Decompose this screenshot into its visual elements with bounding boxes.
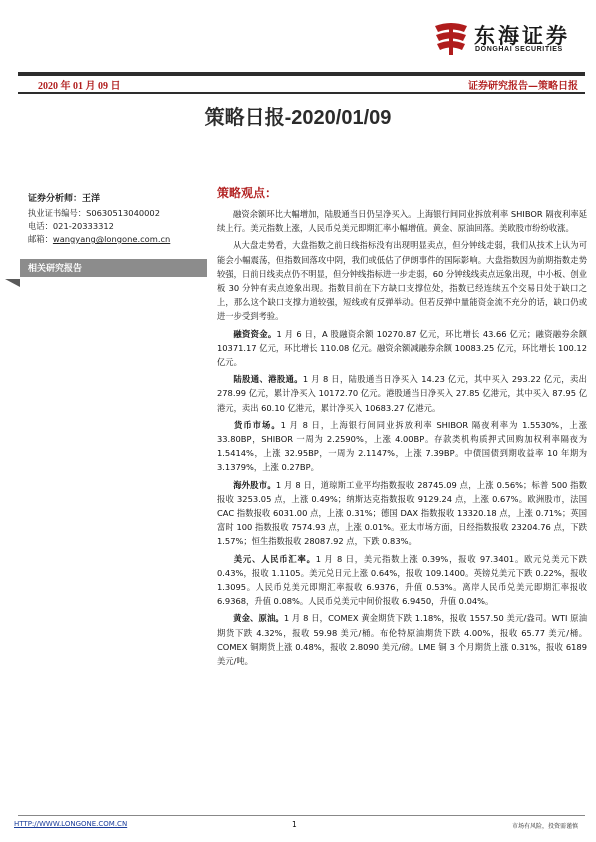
license-number: 执业证书编号：S0630513040002	[28, 208, 160, 218]
paragraph-gold-oil: 黄金、原油。1 月 8 日，COMEX 黄金期货下跌 1.18%，报收 1557.50 美元/盎司。WTI 原油期货下跌 4.32%，报收 59.98 美元/桶。布伦特原油期货下跌 4.00%，报收 65.77 美元/桶。COMEX 铜期货上涨 0.48%，报收 2.8090 美元/磅。LME 铜 3 个月期货上涨 0.31%，报收 6189 美元/吨。	[217, 613, 587, 667]
donghai-logo-icon	[432, 22, 470, 56]
paragraph-overseas-markets: 海外股市。1 月 8 日，道琼斯工业平均指数报收 28745.09 点，上涨 0.56%；标普 500 指数报收 3253.05 点，上涨 0.49%；纳斯达克指数报收 9129.24 点，上涨 0.67%。欧洲股市，法国 CAC 指数报收 6031.00 点，上涨 0.31%；德国 DAX 指数报收 13320.18 点，上涨 0.71%；英国富时 100 指数报收 7574.93 点，上涨 0.01%。亚太市场方面，日经指数报收 23204.76 点，下跌 1.57%；恒生指数报收 28087.92 点，下跌 0.83%。	[217, 479, 587, 547]
header-rule-bottom	[18, 92, 585, 94]
report-date: 2020 年 01 月 09 日	[38, 81, 121, 92]
paragraph-stock-connect: 陆股通、港股通。1 月 8 日，陆股通当日净买入 14.23 亿元，其中买入 293.22 亿元，卖出 278.99 亿元，累计净买入 10172.70 亿元。港股通当日净买入 27.85 亿港元，其中买入 87.95 亿港元，卖出 60.10 亿港元，累计净买入 10683.27 亿港元。	[217, 374, 587, 413]
related-reports-bar	[20, 259, 207, 277]
page-number: 1	[292, 820, 297, 829]
paragraph-margin-financing: 融资资金。1 月 6 日，A 股融资余额 10270.87 亿元，环比增长 43.66 亿元；融资融券余额 10371.17 亿元，环比增长 110.08 亿元。融资余额减融券余额 10083.25 亿元，环比增长 100.12 亿元。	[217, 328, 587, 368]
related-reports-tab-fold	[5, 279, 20, 287]
paragraph: 融资余额环比大幅增加，陆股通当日仍呈净买入。上海银行间同业拆放利率 SHIBOR 隔夜利率延续上行。美元指数上涨，人民币兑美元即期汇率小幅增值。黄金、原油回落。美欧股市纷纷收涨。	[217, 209, 587, 234]
brand-name-en: DONGHAI SECURITIES	[475, 46, 563, 53]
brand-name-cn: 东海证券	[474, 24, 570, 48]
email-link[interactable]: wangyang@longone.com.cn	[52, 234, 171, 244]
paragraph-fx-rates: 美元、人民币汇率。1 月 8 日，美元指数上涨 0.39%，报收 97.3401。欧元兑美元下跌 0.43%，报收 1.1105。美元兑日元上涨 0.64%，报收 109.1400。英镑兑美元下跌 0.22%，报收 1.3095。人民币兑美元即期汇率报收 6.9376，升值 0.53%。离岸人民币兑美元即期汇率报收 6.9368，升值 0.08%。人民币兑美元中间价报收 6.9450，升值 0.04%。	[217, 553, 587, 607]
phone-number: 电话：021-20333312	[28, 221, 114, 231]
strategy-content	[217, 184, 587, 671]
page-title: 策略日报-2020/01/09	[204, 107, 392, 129]
report-category: 证券研究报告—策略日报	[468, 81, 578, 92]
analyst-name: 证券分析师：王洋	[28, 194, 101, 204]
company-logo	[432, 20, 582, 60]
risk-disclaimer: 市场有风险，投资需谨慎	[511, 823, 578, 830]
header-rule-top	[18, 72, 585, 76]
email-label: 邮箱：	[28, 234, 53, 244]
footer-website-link[interactable]: HTTP://WWW.LONGONE.COM.CN	[14, 820, 128, 828]
footer-rule	[18, 815, 585, 816]
analyst-info	[28, 193, 198, 246]
paragraph-money-market: 货币市场。1 月 8 日，上海银行间同业拆放利率 SHIBOR 隔夜利率为 1.5530%，上涨 33.80BP，SHIBOR 一周为 2.2590%，上涨 4.00BP。存款类机构质押式回购加权利率隔夜为 1.5414%，上涨 32.95BP，一周为 2.1147%，上涨 7.39BP。中债国债到期收益率 10 年期为 3.1379%，上涨 0.27BP。	[217, 419, 587, 473]
related-reports-label: 相关研究报告	[28, 264, 83, 274]
email-row	[28, 233, 198, 246]
paragraph: 从大盘走势看，大盘指数之前日线指标没有出现明显卖点，但分钟线走弱，我们从技术上认为可能会小幅震荡，但指数回落攻中阴，我们或低估了伊朗事件的国际影响。大盘指数因为前期指数走势较强，日前日线卖点仍不明显，但分钟线指标进一步走弱，60 分钟线线卖点远象出现，中小板、创业板 30 分钟有卖点迹象出现。指数目前在下方缺口支撑位处，指数已经连续五个交易日处于缺口之上，那么这个缺口支撑力道较强，短线或有反弹举动。但若反弹中量能资金流不充分的话，缺口仍或进一步受到考验。	[217, 240, 587, 322]
section-title: 策略观点：	[217, 186, 278, 200]
